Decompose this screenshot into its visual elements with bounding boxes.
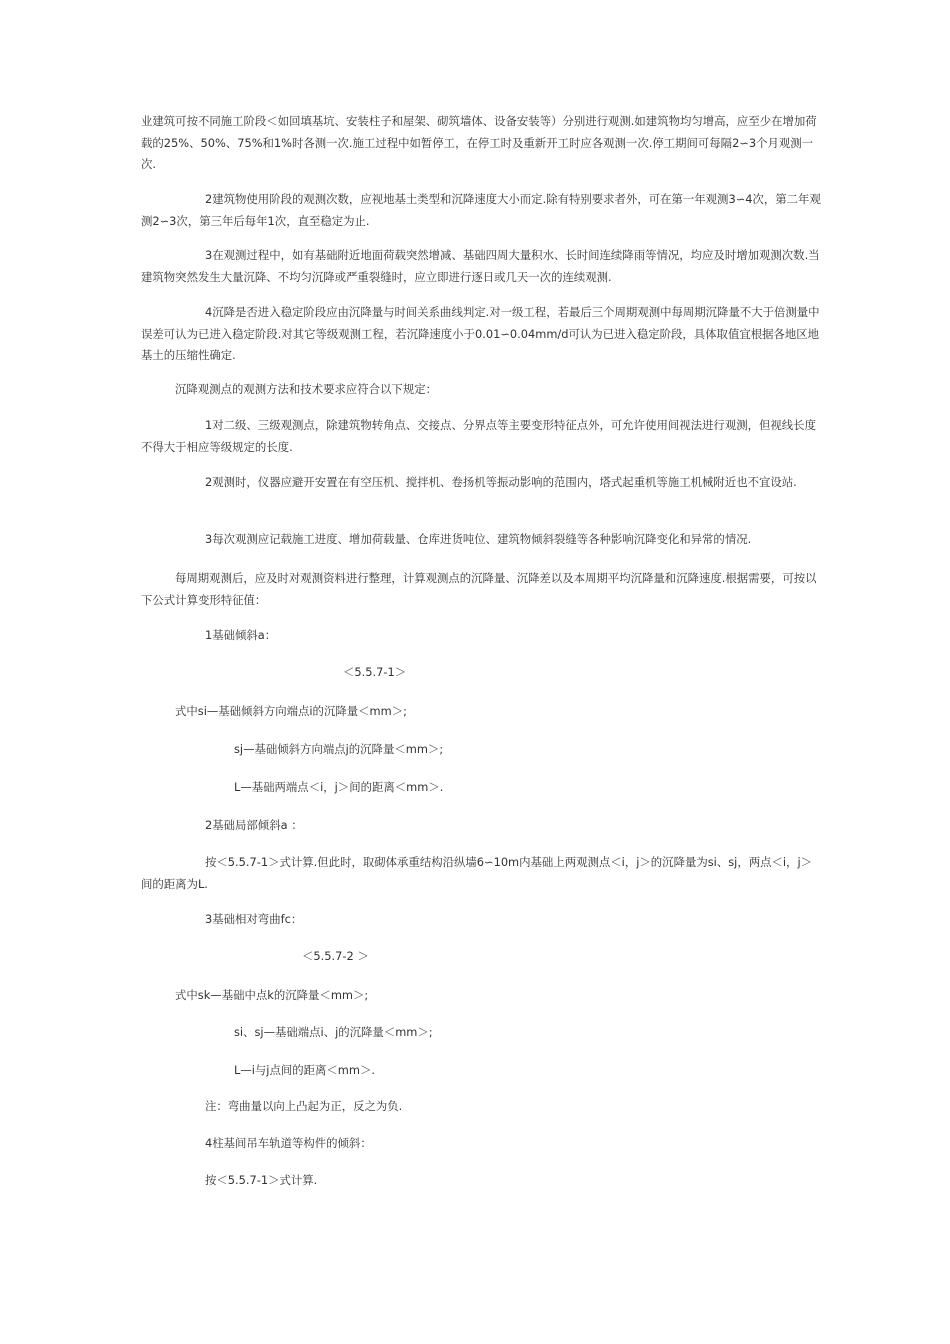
formula-heading-relative-bending: 3基础相对弯曲fc： [205, 912, 303, 926]
formula-variable-si: 式中si—基础倾斜方向端点i的沉降量＜mm＞; [175, 704, 407, 718]
paragraph-local-tilt-calculation: 按＜5.5.7-1＞式计算.但此时，取砌体承重结构沿纵墙6∽10m内基础上两观测点＜i，j＞的沉降量为si、sj，两点＜i，j＞间的距离为L. [141, 855, 812, 891]
formula-variable-si-sj: si、sj—基础端点i、j的沉降量＜mm＞; [234, 1025, 433, 1039]
paragraph-rule-3: 3每次观测应记载施工进度、增加荷载量、仓库进货吨位、建筑物倾斜裂缝等各种影响沉降变化和异常的情况. [205, 532, 752, 546]
formula-heading-crane-rail-tilt: 4柱基间吊车轨道等构件的倾斜： [205, 1136, 372, 1150]
paragraph-construction-stage-observation: 业建筑可按不同施工阶段＜如回填基坑、安装柱子和屋架、砌筑墙体、设备安装等）分别进行观测.如建筑物均匀增高，应至少在增加荷载的25%、50%、75%和1%时各测一次.施工过程中如暂停工，在停工时及重新开工时应各观测一次.停工期间可每隔2∽3个月观测一次. [141, 114, 817, 171]
formula-variable-l: L—基础两端点＜i，j＞间的距离＜mm＞. [234, 780, 444, 794]
paragraph-calculation-intro: 每周期观测后，应及时对观测资料进行整理，计算观测点的沉降量、沉降差以及本周期平均沉降量和沉降速度.根据需要，可按以下公式计算变形特征值： [141, 571, 817, 607]
paragraph-rule-1: 1对二级、三级观测点，除建筑物转角点、交接点、分界点等主要变形特征点外，可允许使用间视法进行观测，但视线长度不得大于相应等级规定的长度. [141, 418, 816, 454]
paragraph-rule-2: 2观测时，仪器应避开安置在有空压机、搅拌机、卷扬机等振动影响的范围内，塔式起重机等施工机械附近也不宜设站. [205, 475, 797, 489]
formula-variable-sk: 式中sk—基础中点k的沉降量＜mm＞; [175, 988, 369, 1002]
formula-variable-l-ij: L—i与j点间的距离＜mm＞. [234, 1063, 376, 1077]
note-bending-sign: 注：弯曲量以向上凸起为正，反之为负. [205, 1099, 403, 1113]
paragraph-method-intro: 沉降观测点的观测方法和技术要求应符合以下规定： [175, 382, 437, 396]
paragraph-increase-observation: 3在观测过程中，如有基础附近地面荷载突然增减、基础四周大量积水、长时间连续降雨等情况，均应及时增加观测次数.当建筑物突然发生大量沉降、不均匀沉降或严重裂缝时，应立即进行逐日或几天一次的连续观测. [141, 248, 820, 284]
formula-heading-local-tilt: 2基础局部倾斜a ： [205, 818, 303, 832]
formula-heading-foundation-tilt: 1基础倾斜a： [205, 628, 277, 642]
paragraph-usage-stage-observation: 2建筑物使用阶段的观测次数，应视地基土类型和沉降速度大小而定.除有特别要求者外，可在第一年观测3∽4次，第二年观测2∽3次，第三年后每年1次，直至稳定为止. [141, 192, 821, 228]
formula-number-5-5-7-1: ＜5.5.7-1＞ [343, 665, 407, 679]
formula-variable-sj: sj—基础倾斜方向端点j的沉降量＜mm＞; [234, 742, 444, 756]
paragraph-stability-judgement: 4沉降是否进入稳定阶段应由沉降量与时间关系曲线判定.对一级工程，若最后三个周期观测中每周期沉降量不大于倍测量中误差可认为已进入稳定阶段.对其它等级观测工程，若沉降速度小于0.01∽0.04mm/d可认为已进入稳定阶段，具体取值宜根据各地区地基土的压缩性确定. [141, 305, 820, 362]
formula-number-5-5-7-2: ＜5.5.7-2 ＞ [302, 949, 369, 963]
paragraph-crane-rail-calculation: 按＜5.5.7-1＞式计算. [205, 1173, 318, 1187]
